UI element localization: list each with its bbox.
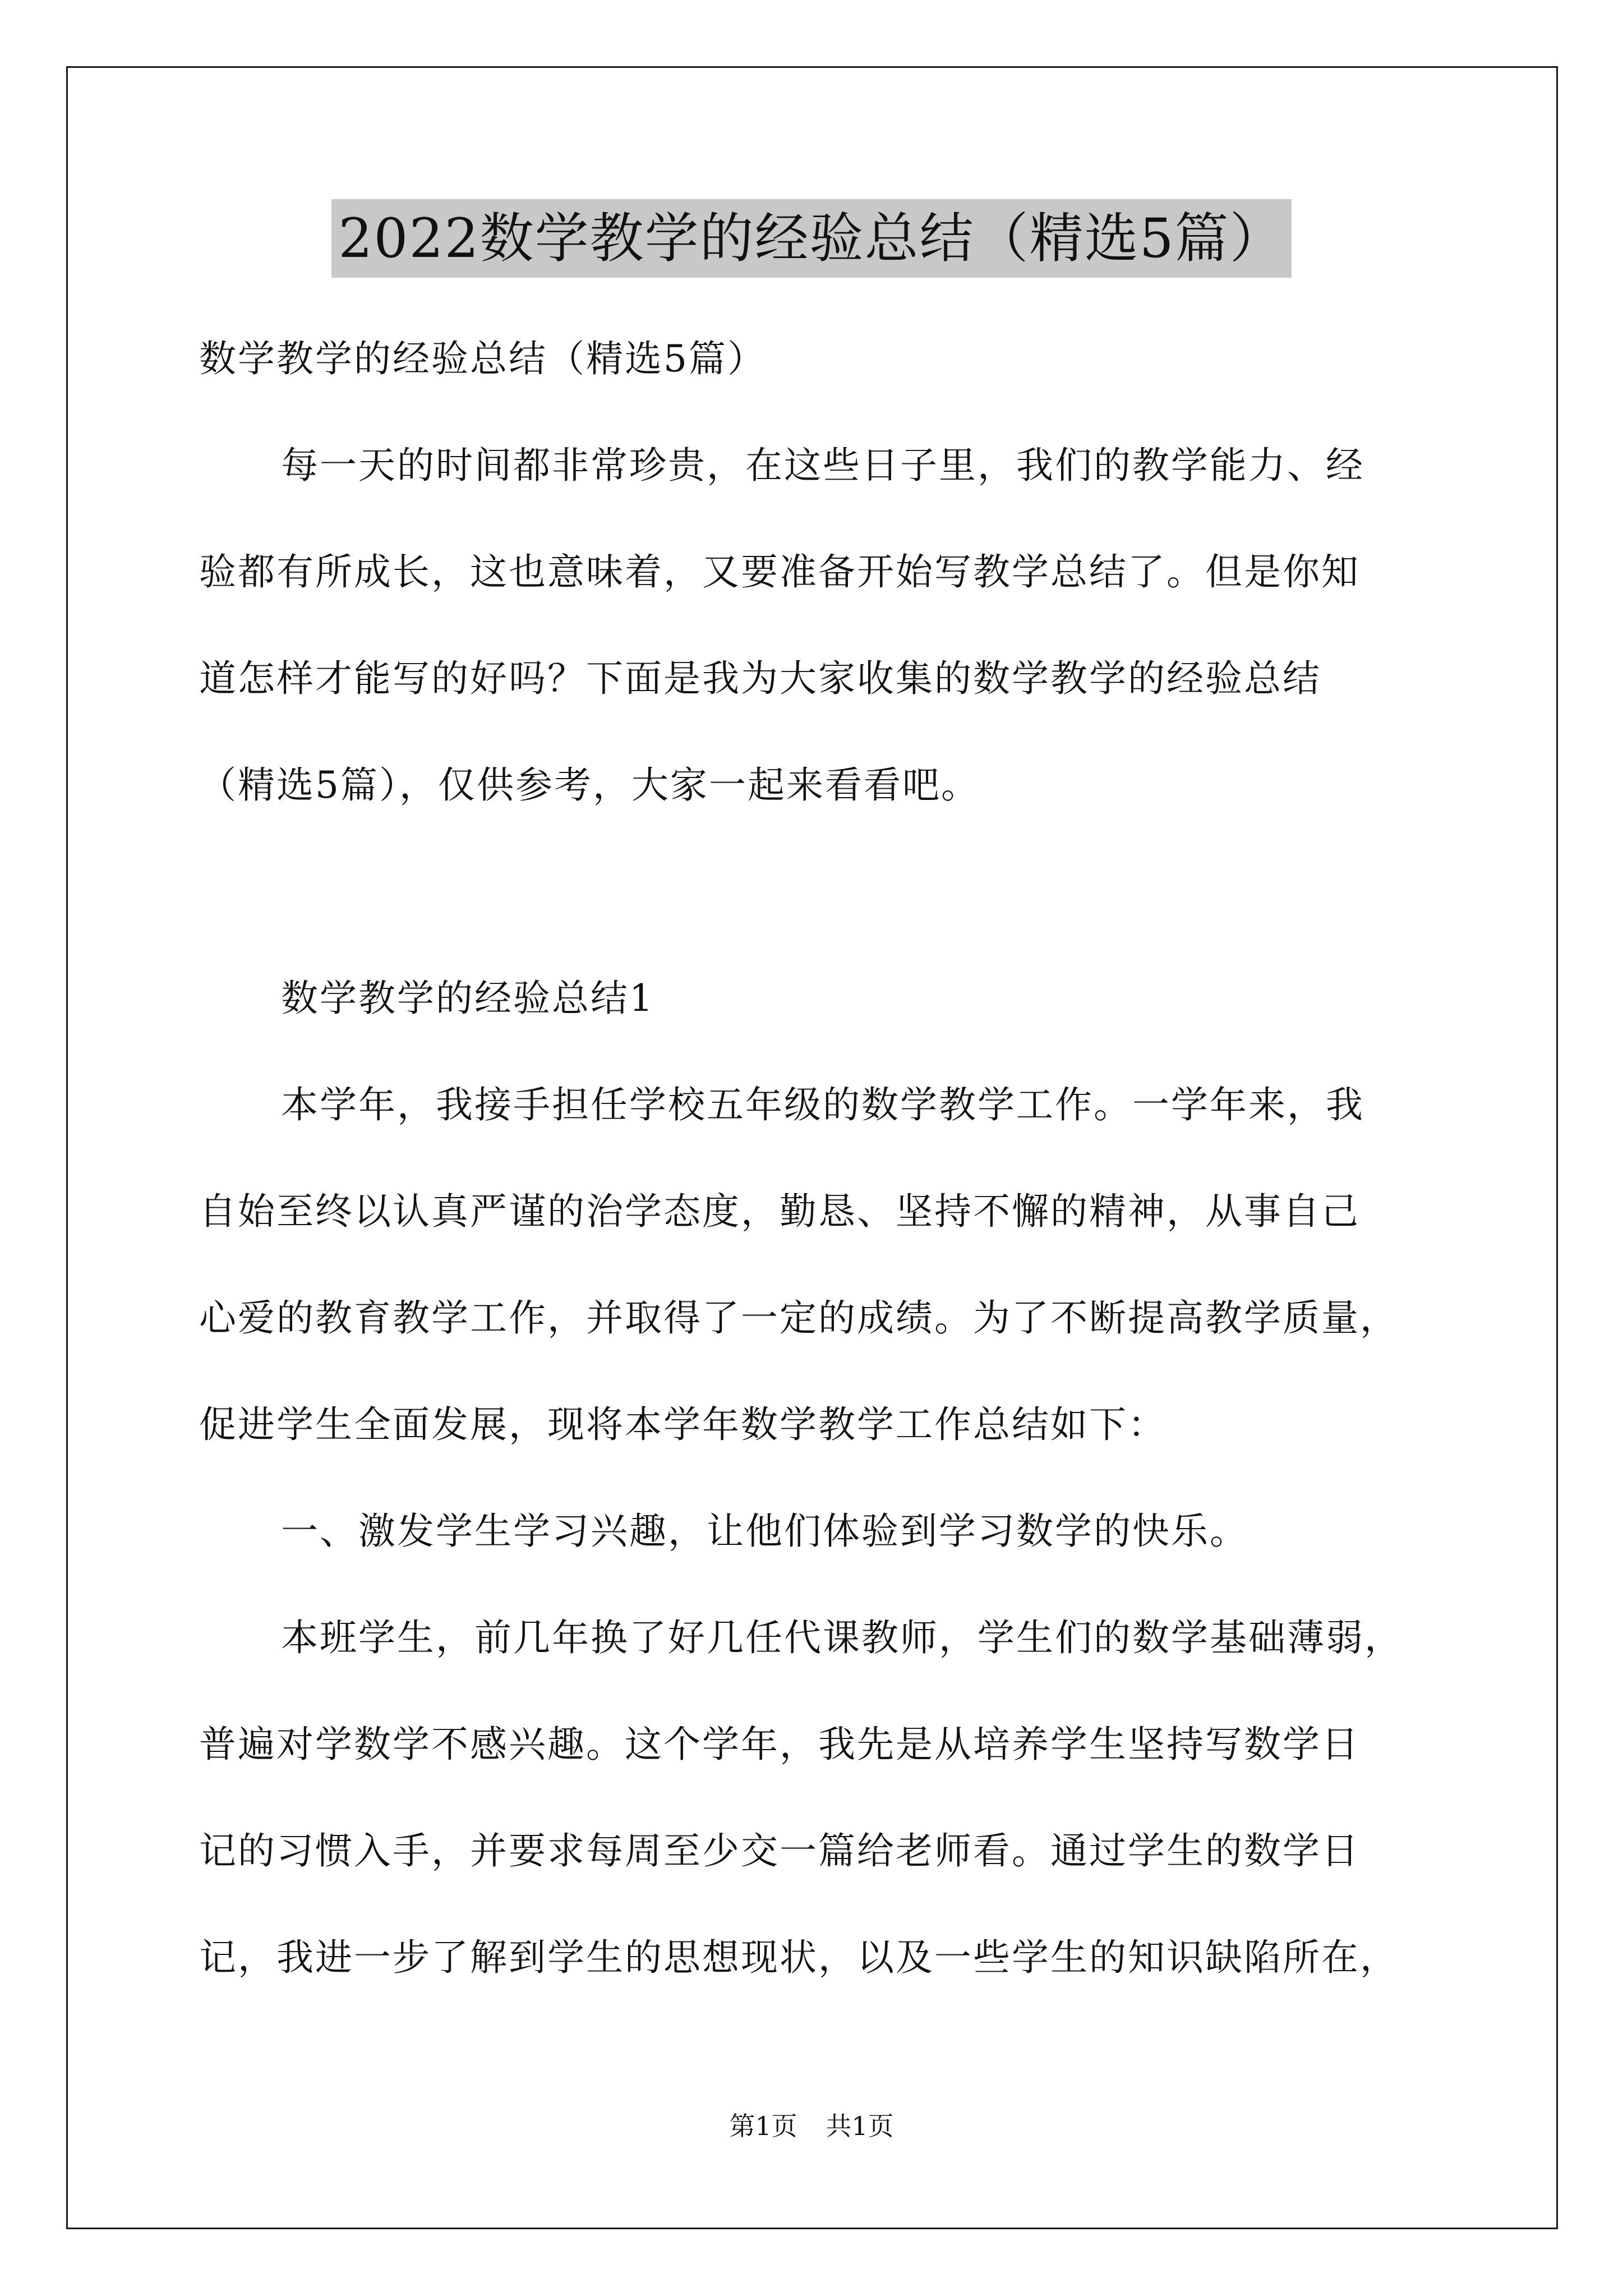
paragraph-line: 每一天的时间都非常珍贵，在这些日子里，我们的教学能力、经 [281,444,1364,487]
page-number: 第1页 [729,2111,797,2141]
blank-line [199,839,1427,945]
page-total: 共1页 [826,2111,894,2141]
paragraph-line: 记，我进一步了解到学生的思想现状，以及一些学生的知识缺陷所在， [199,1936,1399,1979]
paragraph-line: 记的习惯入手，并要求每周至少交一篇给老师看。通过学生的数学日 [199,1829,1360,1872]
paragraph-line: 本班学生，前几年换了好几任代课教师，学生们的数学基础薄弱， [281,1616,1403,1659]
list-heading: 一、激发学生学习兴趣，让他们体验到学习数学的快乐。 [281,1510,1248,1553]
page-footer [0,2109,1623,2143]
document-title: 2022数学教学的经验总结（精选5篇） [331,199,1291,278]
subtitle-line: 数学教学的经验总结（精选5篇） [199,337,766,380]
paragraph-line: 本学年，我接手担任学校五年级的数学教学工作。一学年来，我 [281,1083,1364,1126]
section-heading: 数学教学的经验总结1 [281,977,654,1020]
paragraph-line: 道怎样才能写的好吗？下面是我为大家收集的数学教学的经验总结 [199,657,1321,700]
paragraph-line: 验都有所成长，这也意味着，又要准备开始写教学总结了。但是你知 [199,550,1360,593]
document-body [199,306,1427,2011]
paragraph-line: 心爱的教育教学工作，并取得了一定的成绩。为了不断提高教学质量， [199,1296,1399,1340]
title-container [0,199,1623,278]
paragraph-line: 普遍对学数学不感兴趣。这个学年，我先是从培养学生坚持写数学日 [199,1723,1360,1766]
paragraph-line: 自始至终以认真严谨的治学态度，勤恳、坚持不懈的精神，从事自己 [199,1190,1360,1233]
paragraph-line: （精选5篇），仅供参考，大家一起来看看吧。 [199,763,980,807]
paragraph-line: 促进学生全面发展，现将本学年数学教学工作总结如下： [199,1403,1166,1446]
